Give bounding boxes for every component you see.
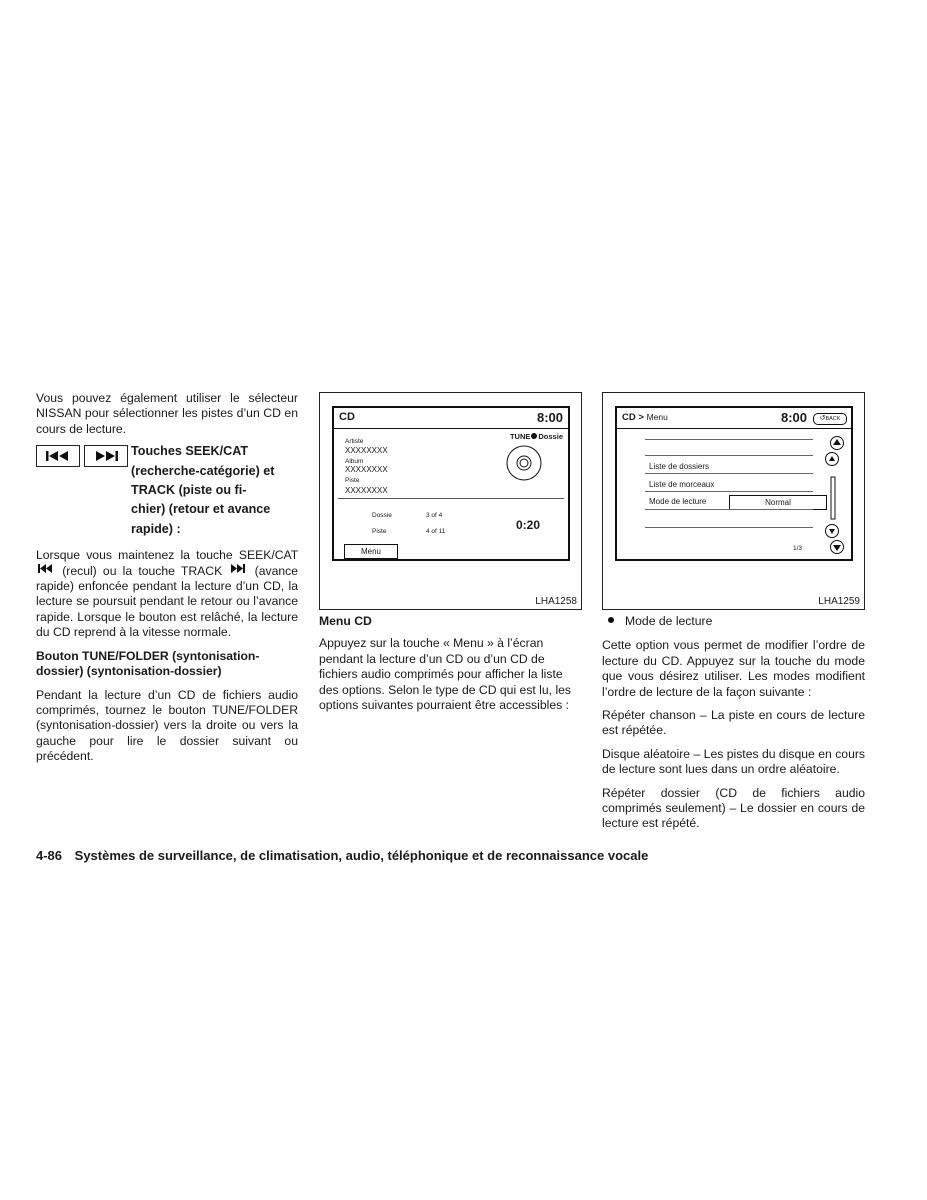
seek-paragraph: Lorsque vous maintenez la touche SEEK/CAT (recul) ou la touche TRACK (avance rapide) enfoncée pendant la lecture d’un CD, la lecture se poursuit pendant le retour ou l’avance rapide. Lorsque le bouton est relâché, la lecture du CD reprend à la vitesse normale. <box>36 548 299 640</box>
cd-menu-display <box>615 406 853 561</box>
tune-folder-paragraph: Pendant la lecture d’un CD de fichiers audio comprimés, tournez le bouton TUNE/FOLDER (syntonisation-dossier) vers la droite ou vers la gauche pour lire le dossier suivant ou précédent. <box>36 687 298 764</box>
figure-label: LHA1258 <box>535 596 577 607</box>
skip-back-icon <box>38 564 54 573</box>
row-divider <box>645 491 813 492</box>
album-value: XXXXXXXX <box>345 465 388 474</box>
skip-back-icon <box>45 450 71 462</box>
figure-label: LHA1259 <box>818 596 860 607</box>
scroll-controls[interactable] <box>823 435 851 555</box>
back-arrow-icon: ↺ <box>819 415 826 422</box>
row-divider <box>645 455 813 456</box>
seek-back-key <box>36 445 80 467</box>
play-mode-value[interactable]: Normal <box>729 495 827 510</box>
info-divider <box>338 498 564 499</box>
clock: 8:00 <box>536 410 563 425</box>
clock: 8:00 <box>781 410 808 425</box>
elapsed-time: 0:20 <box>516 518 541 532</box>
figure-cd-menu <box>602 392 865 610</box>
track-value: XXXXXXXX <box>345 486 388 495</box>
page-footer <box>36 848 648 863</box>
seek-track-buttons <box>36 445 298 539</box>
disc-icon <box>506 445 542 481</box>
menu-cd-heading: Menu CD <box>319 614 372 628</box>
track-label: Piste <box>345 477 360 484</box>
screen-title: CD <box>339 411 355 423</box>
folder-value: 3 of 4 <box>426 512 443 519</box>
piste-label: Piste <box>372 528 387 535</box>
random-disc-paragraph: Disque aléatoire – Les pistes du disque en cours de lecture sont lues dans un ordre aléatoire. <box>602 746 865 777</box>
menu-item-play-mode[interactable]: Mode de lecture <box>649 497 707 506</box>
menu-item-track-list[interactable]: Liste de morceaux <box>649 480 715 489</box>
folder-label: Dossie <box>372 512 392 519</box>
tune-indicator: TUNE Dossie <box>509 432 563 441</box>
artist-value: XXXXXXXX <box>345 446 388 455</box>
row-divider <box>645 439 813 440</box>
right-column <box>602 614 865 840</box>
tune-folder-heading: Bouton TUNE/FOLDER (syntonisation-dossier) (syntonisation-dossier) <box>36 648 260 679</box>
header-divider <box>617 428 851 429</box>
menu-item-folder-list[interactable]: Liste de dossiers <box>649 462 710 471</box>
page-number: 4-86 <box>36 848 63 863</box>
section-title: Systèmes de surveillance, de climatisation, audio, téléphonique et de reconnaissance vocale <box>74 848 649 863</box>
album-label: Album <box>345 458 364 465</box>
row-divider <box>645 527 813 528</box>
cd-display <box>332 406 570 561</box>
menu-button[interactable]: Menu <box>344 544 398 559</box>
repeat-song-paragraph: Répéter chanson – La piste en cours de lecture est répétée. <box>602 708 865 738</box>
repeat-folder-paragraph: Répéter dossier (CD de fichiers audio comprimés seulement) – Le dossier en cours de lecture est répété. <box>602 785 865 831</box>
back-button[interactable]: ↺BACK <box>813 413 847 425</box>
header-divider <box>334 428 568 429</box>
skip-forward-icon <box>230 564 246 573</box>
bullet-icon <box>608 617 614 623</box>
play-mode-paragraph: Cette option vous permet de modifier l’ordre de lecture du CD. Appuyez sur la touche du mode que vous désirez utiliser. Les modes modifient l’ordre de lecture de la façon suivante : <box>602 638 865 699</box>
piste-value: 4 of 11 <box>426 528 446 535</box>
menu-cd-paragraph: Appuyez sur la touche « Menu » à l’écran pendant la lecture d’un CD ou d’un CD de fichiers audio comprimés pour afficher la liste des options. Selon le type de CD qui est lu, les options suivantes pourraient être accessibles : <box>319 636 572 713</box>
artist-label: Artiste <box>345 438 364 445</box>
middle-column <box>319 614 582 721</box>
screen-breadcrumb: CD > Menu <box>622 412 668 423</box>
bullet-play-mode: Mode de lecture <box>602 614 865 629</box>
figure-cd-screen <box>319 392 582 610</box>
row-divider <box>645 509 813 510</box>
left-column <box>36 391 298 773</box>
seek-caption: Touches SEEK/CAT (recherche-catégorie) et TRACK (piste ou fi- chier) (retour et avance rapide) : <box>131 444 275 536</box>
page-indicator: 1/3 <box>793 545 803 552</box>
intro-paragraph: Vous pouvez également utiliser le sélecteur NISSAN pour sélectionner les pistes d’un CD en cours de lecture. <box>36 391 298 436</box>
skip-forward-icon <box>93 450 119 462</box>
track-forward-key <box>84 445 128 467</box>
row-divider <box>645 473 813 474</box>
record-dot-icon <box>531 433 537 439</box>
